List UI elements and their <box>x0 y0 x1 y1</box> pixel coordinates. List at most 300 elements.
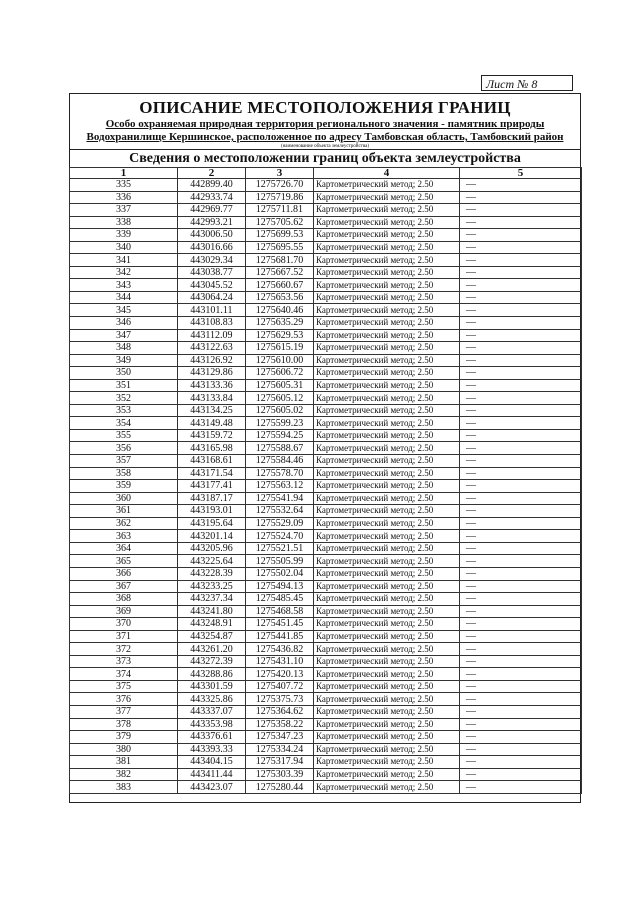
y-coordinate-cell: 1275375.73 <box>246 693 314 706</box>
x-coordinate-cell: 443195.64 <box>178 517 246 530</box>
y-coordinate-cell: 1275280.44 <box>246 781 314 794</box>
point-number-cell: 354 <box>70 417 178 430</box>
y-coordinate-cell: 1275606.72 <box>246 367 314 380</box>
method-accuracy-cell: Картометрический метод; 2.50 <box>314 693 460 706</box>
point-number-cell: 375 <box>70 680 178 693</box>
description-cell: — <box>460 668 582 681</box>
description-cell: — <box>460 567 582 580</box>
table-row <box>70 756 582 769</box>
method-accuracy-cell: Картометрический метод; 2.50 <box>314 404 460 417</box>
y-coordinate-cell: 1275468.58 <box>246 605 314 618</box>
x-coordinate-cell: 443045.52 <box>178 279 246 292</box>
method-accuracy-cell: Картометрический метод; 2.50 <box>314 593 460 606</box>
table-row <box>70 367 582 380</box>
point-number-cell: 364 <box>70 542 178 555</box>
y-coordinate-cell: 1275653.56 <box>246 291 314 304</box>
method-accuracy-cell: Картометрический метод; 2.50 <box>314 643 460 656</box>
description-cell: — <box>460 492 582 505</box>
y-coordinate-cell: 1275719.86 <box>246 191 314 204</box>
method-accuracy-cell: Картометрический метод; 2.50 <box>314 379 460 392</box>
method-accuracy-cell: Картометрический метод; 2.50 <box>314 505 460 518</box>
method-accuracy-cell: Картометрический метод; 2.50 <box>314 718 460 731</box>
method-accuracy-cell: Картометрический метод; 2.50 <box>314 241 460 254</box>
description-cell: — <box>460 768 582 781</box>
method-accuracy-cell: Картометрический метод; 2.50 <box>314 342 460 355</box>
point-number-cell: 379 <box>70 731 178 744</box>
y-coordinate-cell: 1275364.62 <box>246 705 314 718</box>
method-accuracy-cell: Картометрический метод; 2.50 <box>314 317 460 330</box>
method-accuracy-cell: Картометрический метод; 2.50 <box>314 781 460 794</box>
x-coordinate-cell: 443038.77 <box>178 266 246 279</box>
description-cell: — <box>460 179 582 192</box>
x-coordinate-cell: 443165.98 <box>178 442 246 455</box>
table-row <box>70 216 582 229</box>
y-coordinate-cell: 1275705.62 <box>246 216 314 229</box>
column-header-1: 1 <box>70 168 178 179</box>
table-row <box>70 429 582 442</box>
method-accuracy-cell: Картометрический метод; 2.50 <box>314 429 460 442</box>
y-coordinate-cell: 1275441.85 <box>246 630 314 643</box>
method-accuracy-cell: Картометрический метод; 2.50 <box>314 291 460 304</box>
description-cell: — <box>460 517 582 530</box>
method-accuracy-cell: Картометрический метод; 2.50 <box>314 530 460 543</box>
method-accuracy-cell: Картометрический метод; 2.50 <box>314 668 460 681</box>
description-cell: — <box>460 254 582 267</box>
description-cell: — <box>460 718 582 731</box>
method-accuracy-cell: Картометрический метод; 2.50 <box>314 743 460 756</box>
table-row <box>70 593 582 606</box>
method-accuracy-cell: Картометрический метод; 2.50 <box>314 204 460 217</box>
x-coordinate-cell: 443237.34 <box>178 593 246 606</box>
table-row <box>70 693 582 706</box>
y-coordinate-cell: 1275584.46 <box>246 455 314 468</box>
description-cell: — <box>460 693 582 706</box>
x-coordinate-cell: 443122.63 <box>178 342 246 355</box>
point-number-cell: 342 <box>70 266 178 279</box>
description-cell: — <box>460 317 582 330</box>
description-cell: — <box>460 542 582 555</box>
y-coordinate-cell: 1275681.70 <box>246 254 314 267</box>
x-coordinate-cell: 443177.41 <box>178 480 246 493</box>
table-row <box>70 630 582 643</box>
x-coordinate-cell: 443112.09 <box>178 329 246 342</box>
column-header-2: 2 <box>178 168 246 179</box>
x-coordinate-cell: 443353.98 <box>178 718 246 731</box>
y-coordinate-cell: 1275502.04 <box>246 567 314 580</box>
table-row <box>70 781 582 794</box>
point-number-cell: 353 <box>70 404 178 417</box>
description-cell: — <box>460 266 582 279</box>
table-row <box>70 442 582 455</box>
description-cell: — <box>460 505 582 518</box>
x-coordinate-cell: 443168.61 <box>178 455 246 468</box>
table-row <box>70 505 582 518</box>
x-coordinate-cell: 443423.07 <box>178 781 246 794</box>
x-coordinate-cell: 443133.36 <box>178 379 246 392</box>
table-row <box>70 241 582 254</box>
x-coordinate-cell: 443108.83 <box>178 317 246 330</box>
point-number-cell: 343 <box>70 279 178 292</box>
x-coordinate-cell: 443149.48 <box>178 417 246 430</box>
description-cell: — <box>460 630 582 643</box>
description-cell: — <box>460 191 582 204</box>
description-cell: — <box>460 291 582 304</box>
point-number-cell: 361 <box>70 505 178 518</box>
description-cell: — <box>460 555 582 568</box>
description-cell: — <box>460 379 582 392</box>
table-row <box>70 279 582 292</box>
x-coordinate-cell: 442933.74 <box>178 191 246 204</box>
table-row <box>70 567 582 580</box>
table-row <box>70 317 582 330</box>
x-coordinate-cell: 443159.72 <box>178 429 246 442</box>
point-number-cell: 341 <box>70 254 178 267</box>
table-row <box>70 743 582 756</box>
point-number-cell: 348 <box>70 342 178 355</box>
method-accuracy-cell: Картометрический метод; 2.50 <box>314 756 460 769</box>
table-header-row <box>70 168 582 179</box>
method-accuracy-cell: Картометрический метод; 2.50 <box>314 655 460 668</box>
description-cell: — <box>460 329 582 342</box>
point-number-cell: 350 <box>70 367 178 380</box>
method-accuracy-cell: Картометрический метод; 2.50 <box>314 304 460 317</box>
point-number-cell: 377 <box>70 705 178 718</box>
table-row <box>70 417 582 430</box>
object-name-line-2: Водохранилище Кершинское, расположенное по адресу Тамбовская область, Тамбовский район <box>86 131 564 143</box>
table-row <box>70 467 582 480</box>
table-row <box>70 643 582 656</box>
y-coordinate-cell: 1275436.82 <box>246 643 314 656</box>
point-number-cell: 366 <box>70 567 178 580</box>
y-coordinate-cell: 1275524.70 <box>246 530 314 543</box>
description-cell: — <box>460 367 582 380</box>
y-coordinate-cell: 1275635.29 <box>246 317 314 330</box>
x-coordinate-cell: 442993.21 <box>178 216 246 229</box>
table-row <box>70 605 582 618</box>
column-header-5: 5 <box>460 168 582 179</box>
y-coordinate-cell: 1275334.24 <box>246 743 314 756</box>
description-cell: — <box>460 342 582 355</box>
point-number-cell: 346 <box>70 317 178 330</box>
table-row <box>70 668 582 681</box>
point-number-cell: 347 <box>70 329 178 342</box>
description-cell: — <box>460 467 582 480</box>
table-row <box>70 705 582 718</box>
point-number-cell: 370 <box>70 618 178 631</box>
point-number-cell: 372 <box>70 643 178 656</box>
method-accuracy-cell: Картометрический метод; 2.50 <box>314 555 460 568</box>
point-number-cell: 351 <box>70 379 178 392</box>
point-number-cell: 365 <box>70 555 178 568</box>
description-cell: — <box>460 229 582 242</box>
point-number-cell: 382 <box>70 768 178 781</box>
x-coordinate-cell: 443241.80 <box>178 605 246 618</box>
y-coordinate-cell: 1275521.51 <box>246 542 314 555</box>
point-number-cell: 352 <box>70 392 178 405</box>
description-cell: — <box>460 731 582 744</box>
column-header-4: 4 <box>314 168 460 179</box>
method-accuracy-cell: Картометрический метод; 2.50 <box>314 179 460 192</box>
x-coordinate-cell: 443411.44 <box>178 768 246 781</box>
y-coordinate-cell: 1275407.72 <box>246 680 314 693</box>
y-coordinate-cell: 1275629.53 <box>246 329 314 342</box>
y-coordinate-cell: 1275699.53 <box>246 229 314 242</box>
method-accuracy-cell: Картометрический метод; 2.50 <box>314 216 460 229</box>
table-row <box>70 254 582 267</box>
y-coordinate-cell: 1275485.45 <box>246 593 314 606</box>
x-coordinate-cell: 443325.86 <box>178 693 246 706</box>
x-coordinate-cell: 443248.91 <box>178 618 246 631</box>
table-row <box>70 229 582 242</box>
description-cell: — <box>460 643 582 656</box>
y-coordinate-cell: 1275726.70 <box>246 179 314 192</box>
method-accuracy-cell: Картометрический метод; 2.50 <box>314 630 460 643</box>
x-coordinate-cell: 443187.17 <box>178 492 246 505</box>
point-number-cell: 359 <box>70 480 178 493</box>
point-number-cell: 380 <box>70 743 178 756</box>
description-cell: — <box>460 404 582 417</box>
document-header <box>70 94 580 150</box>
method-accuracy-cell: Картометрический метод; 2.50 <box>314 417 460 430</box>
y-coordinate-cell: 1275615.19 <box>246 342 314 355</box>
method-accuracy-cell: Картометрический метод; 2.50 <box>314 329 460 342</box>
description-cell: — <box>460 279 582 292</box>
x-coordinate-cell: 443126.92 <box>178 354 246 367</box>
y-coordinate-cell: 1275532.64 <box>246 505 314 518</box>
object-name-line-1: Особо охраняемая природная территория регионального значения - памятник природы <box>105 118 545 130</box>
method-accuracy-cell: Картометрический метод; 2.50 <box>314 680 460 693</box>
description-cell: — <box>460 354 582 367</box>
method-accuracy-cell: Картометрический метод; 2.50 <box>314 367 460 380</box>
point-number-cell: 360 <box>70 492 178 505</box>
table-row <box>70 731 582 744</box>
y-coordinate-cell: 1275588.67 <box>246 442 314 455</box>
description-cell: — <box>460 442 582 455</box>
point-number-cell: 363 <box>70 530 178 543</box>
point-number-cell: 337 <box>70 204 178 217</box>
boundary-points-table <box>69 167 582 794</box>
point-number-cell: 349 <box>70 354 178 367</box>
table-row <box>70 580 582 593</box>
sheet-number-label: Лист № 8 <box>481 75 573 91</box>
method-accuracy-cell: Картометрический метод; 2.50 <box>314 542 460 555</box>
description-cell: — <box>460 580 582 593</box>
table-row <box>70 379 582 392</box>
y-coordinate-cell: 1275451.45 <box>246 618 314 631</box>
x-coordinate-cell: 443205.96 <box>178 542 246 555</box>
table-row <box>70 530 582 543</box>
point-number-cell: 367 <box>70 580 178 593</box>
method-accuracy-cell: Картометрический метод; 2.50 <box>314 517 460 530</box>
table-row <box>70 354 582 367</box>
point-number-cell: 368 <box>70 593 178 606</box>
description-cell: — <box>460 480 582 493</box>
table-row <box>70 492 582 505</box>
table-row <box>70 455 582 468</box>
x-coordinate-cell: 443261.20 <box>178 643 246 656</box>
y-coordinate-cell: 1275640.46 <box>246 304 314 317</box>
y-coordinate-cell: 1275303.39 <box>246 768 314 781</box>
method-accuracy-cell: Картометрический метод; 2.50 <box>314 580 460 593</box>
point-number-cell: 383 <box>70 781 178 794</box>
table-row <box>70 291 582 304</box>
table-row <box>70 680 582 693</box>
method-accuracy-cell: Картометрический метод; 2.50 <box>314 605 460 618</box>
table-row <box>70 768 582 781</box>
x-coordinate-cell: 443171.54 <box>178 467 246 480</box>
y-coordinate-cell: 1275347.23 <box>246 731 314 744</box>
point-number-cell: 369 <box>70 605 178 618</box>
method-accuracy-cell: Картометрический метод; 2.50 <box>314 354 460 367</box>
description-cell: — <box>460 304 582 317</box>
description-cell: — <box>460 455 582 468</box>
x-coordinate-cell: 443301.59 <box>178 680 246 693</box>
column-header-3: 3 <box>246 168 314 179</box>
table-row <box>70 304 582 317</box>
point-number-cell: 344 <box>70 291 178 304</box>
method-accuracy-cell: Картометрический метод; 2.50 <box>314 705 460 718</box>
y-coordinate-cell: 1275594.25 <box>246 429 314 442</box>
x-coordinate-cell: 443006.50 <box>178 229 246 242</box>
method-accuracy-cell: Картометрический метод; 2.50 <box>314 191 460 204</box>
y-coordinate-cell: 1275431.10 <box>246 655 314 668</box>
y-coordinate-cell: 1275605.02 <box>246 404 314 417</box>
x-coordinate-cell: 443225.64 <box>178 555 246 568</box>
document-frame <box>69 93 581 803</box>
description-cell: — <box>460 655 582 668</box>
x-coordinate-cell: 443393.33 <box>178 743 246 756</box>
y-coordinate-cell: 1275317.94 <box>246 756 314 769</box>
x-coordinate-cell: 442899.40 <box>178 179 246 192</box>
y-coordinate-cell: 1275667.52 <box>246 266 314 279</box>
y-coordinate-cell: 1275358.22 <box>246 718 314 731</box>
y-coordinate-cell: 1275494.13 <box>246 580 314 593</box>
method-accuracy-cell: Картометрический метод; 2.50 <box>314 392 460 405</box>
method-accuracy-cell: Картометрический метод; 2.50 <box>314 442 460 455</box>
y-coordinate-cell: 1275605.31 <box>246 379 314 392</box>
method-accuracy-cell: Картометрический метод; 2.50 <box>314 567 460 580</box>
x-coordinate-cell: 443134.25 <box>178 404 246 417</box>
y-coordinate-cell: 1275711.81 <box>246 204 314 217</box>
table-row <box>70 655 582 668</box>
description-cell: — <box>460 781 582 794</box>
object-name-caption: (наименование объекта землеустройства) <box>280 144 370 149</box>
point-number-cell: 356 <box>70 442 178 455</box>
x-coordinate-cell: 443228.39 <box>178 567 246 580</box>
x-coordinate-cell: 443288.86 <box>178 668 246 681</box>
table-row <box>70 342 582 355</box>
method-accuracy-cell: Картометрический метод; 2.50 <box>314 279 460 292</box>
method-accuracy-cell: Картометрический метод; 2.50 <box>314 229 460 242</box>
table-row <box>70 517 582 530</box>
description-cell: — <box>460 204 582 217</box>
y-coordinate-cell: 1275420.13 <box>246 668 314 681</box>
method-accuracy-cell: Картометрический метод; 2.50 <box>314 254 460 267</box>
description-cell: — <box>460 417 582 430</box>
point-number-cell: 376 <box>70 693 178 706</box>
x-coordinate-cell: 443233.25 <box>178 580 246 593</box>
table-row <box>70 191 582 204</box>
point-number-cell: 358 <box>70 467 178 480</box>
description-cell: — <box>460 392 582 405</box>
table-row <box>70 392 582 405</box>
table-row <box>70 555 582 568</box>
document-title: ОПИСАНИЕ МЕСТОПОЛОЖЕНИЯ ГРАНИЦ <box>139 98 511 117</box>
description-cell: — <box>460 680 582 693</box>
x-coordinate-cell: 443376.61 <box>178 731 246 744</box>
table-row <box>70 204 582 217</box>
table-row <box>70 329 582 342</box>
point-number-cell: 335 <box>70 179 178 192</box>
method-accuracy-cell: Картометрический метод; 2.50 <box>314 768 460 781</box>
description-cell: — <box>460 605 582 618</box>
x-coordinate-cell: 443272.39 <box>178 655 246 668</box>
y-coordinate-cell: 1275599.23 <box>246 417 314 430</box>
description-cell: — <box>460 530 582 543</box>
y-coordinate-cell: 1275605.12 <box>246 392 314 405</box>
description-cell: — <box>460 241 582 254</box>
y-coordinate-cell: 1275610.00 <box>246 354 314 367</box>
description-cell: — <box>460 743 582 756</box>
x-coordinate-cell: 443201.14 <box>178 530 246 543</box>
method-accuracy-cell: Картометрический метод; 2.50 <box>314 467 460 480</box>
x-coordinate-cell: 443404.15 <box>178 756 246 769</box>
description-cell: — <box>460 618 582 631</box>
point-number-cell: 373 <box>70 655 178 668</box>
description-cell: — <box>460 429 582 442</box>
x-coordinate-cell: 443064.24 <box>178 291 246 304</box>
x-coordinate-cell: 443101.11 <box>178 304 246 317</box>
point-number-cell: 357 <box>70 455 178 468</box>
table-row <box>70 179 582 192</box>
x-coordinate-cell: 443029.34 <box>178 254 246 267</box>
description-cell: — <box>460 593 582 606</box>
point-number-cell: 340 <box>70 241 178 254</box>
point-number-cell: 339 <box>70 229 178 242</box>
method-accuracy-cell: Картометрический метод; 2.50 <box>314 618 460 631</box>
table-row <box>70 618 582 631</box>
table-row <box>70 718 582 731</box>
section-title: Сведения о местоположении границ объекта землеустройства <box>70 149 580 167</box>
description-cell: — <box>460 216 582 229</box>
y-coordinate-cell: 1275529.09 <box>246 517 314 530</box>
table-row <box>70 542 582 555</box>
method-accuracy-cell: Картометрический метод; 2.50 <box>314 266 460 279</box>
method-accuracy-cell: Картометрический метод; 2.50 <box>314 455 460 468</box>
method-accuracy-cell: Картометрический метод; 2.50 <box>314 492 460 505</box>
method-accuracy-cell: Картометрический метод; 2.50 <box>314 480 460 493</box>
point-number-cell: 381 <box>70 756 178 769</box>
y-coordinate-cell: 1275578.70 <box>246 467 314 480</box>
y-coordinate-cell: 1275563.12 <box>246 480 314 493</box>
table-row <box>70 266 582 279</box>
x-coordinate-cell: 443193.01 <box>178 505 246 518</box>
x-coordinate-cell: 442969.77 <box>178 204 246 217</box>
method-accuracy-cell: Картометрический метод; 2.50 <box>314 731 460 744</box>
point-number-cell: 378 <box>70 718 178 731</box>
point-number-cell: 355 <box>70 429 178 442</box>
x-coordinate-cell: 443133.84 <box>178 392 246 405</box>
point-number-cell: 374 <box>70 668 178 681</box>
x-coordinate-cell: 443254.87 <box>178 630 246 643</box>
description-cell: — <box>460 756 582 769</box>
table-row <box>70 404 582 417</box>
y-coordinate-cell: 1275660.67 <box>246 279 314 292</box>
y-coordinate-cell: 1275541.94 <box>246 492 314 505</box>
table-row <box>70 480 582 493</box>
x-coordinate-cell: 443016.66 <box>178 241 246 254</box>
x-coordinate-cell: 443337.07 <box>178 705 246 718</box>
